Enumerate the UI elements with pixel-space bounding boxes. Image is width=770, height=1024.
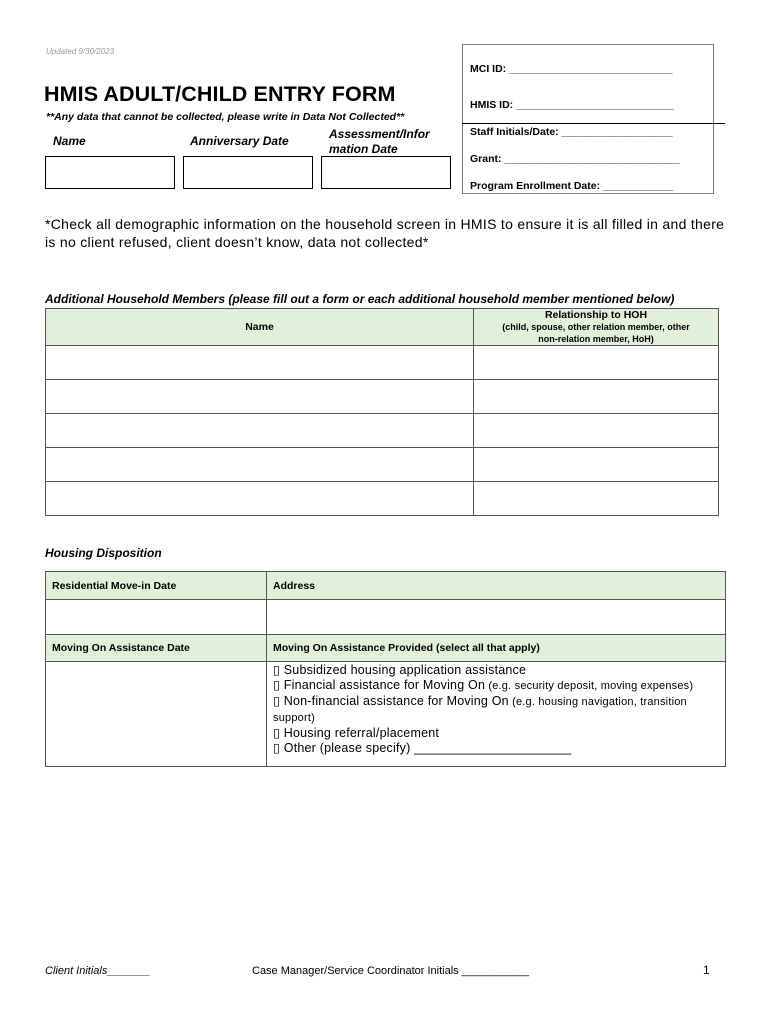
relationship-title: Relationship to HOH <box>544 309 648 321</box>
member-name-cell[interactable] <box>46 448 474 482</box>
updated-date: Updated 9/30/2023 <box>46 47 115 56</box>
divider-line <box>462 123 725 124</box>
member-relationship-cell[interactable] <box>474 482 719 516</box>
member-relationship-cell[interactable] <box>474 380 719 414</box>
moving-on-options <box>267 662 726 767</box>
option-subsidized-housing[interactable]: ▯ Subsidized housing application assistance <box>273 663 527 677</box>
mci-id-field[interactable]: MCI ID: ____________________________ <box>470 63 673 75</box>
assessment-label-line2: mation Date <box>329 142 398 156</box>
household-col-relationship <box>474 309 719 346</box>
household-heading: Additional Household Members (please fill out a form or each additional household member mentioned below) <box>45 292 675 306</box>
table-row <box>46 414 719 448</box>
option-financial-assistance[interactable]: ▯ Financial assistance for Moving On (e.g. security deposit, moving expenses) <box>273 678 694 692</box>
member-relationship-cell[interactable] <box>474 346 719 380</box>
assessment-date-label <box>329 127 430 157</box>
grant-field[interactable]: Grant: ______________________________ <box>470 153 680 165</box>
household-table <box>45 308 719 516</box>
hmis-id-field[interactable]: HMIS ID: ___________________________ <box>470 99 674 111</box>
name-field[interactable] <box>45 156 175 189</box>
member-name-cell[interactable] <box>46 346 474 380</box>
member-name-cell[interactable] <box>46 482 474 516</box>
checkbox-icon[interactable]: ▯ <box>273 678 281 692</box>
moving-on-provided-header: Moving On Assistance Provided (select all that apply) <box>267 635 726 662</box>
move-in-date-cell[interactable] <box>46 600 267 635</box>
table-row <box>46 380 719 414</box>
check-demographics-note: *Check all demographic information on the household screen in HMIS to ensure it is all filled in and there is no client refused, client doesn’t know, data not collected* <box>45 216 725 250</box>
moving-on-date-cell[interactable] <box>46 662 267 767</box>
table-row <box>46 448 719 482</box>
option-non-financial-assistance[interactable]: ▯ Non-financial assistance for Moving On (e.g. housing navigation, transition support) <box>273 694 687 724</box>
moving-on-date-header: Moving On Assistance Date <box>46 635 267 662</box>
member-name-cell[interactable] <box>46 380 474 414</box>
page-number: 1 <box>703 963 710 977</box>
page-title: HMIS ADULT/CHILD ENTRY FORM <box>44 82 396 106</box>
enrollment-date-field[interactable]: Program Enrollment Date: ____________ <box>470 180 674 192</box>
option-other[interactable]: ▯ Other (please specify) ______________________ <box>273 741 572 755</box>
checkbox-icon[interactable]: ▯ <box>273 694 281 708</box>
staff-initials-field[interactable]: Staff Initials/Date: ___________________ <box>470 126 673 138</box>
case-manager-initials[interactable]: Case Manager/Service Coordinator Initials ___________ <box>252 965 530 977</box>
housing-table <box>45 571 726 767</box>
move-in-date-header: Residential Move-in Date <box>46 572 267 600</box>
anniversary-date-label: Anniversary Date <box>190 134 289 148</box>
table-row <box>46 482 719 516</box>
assessment-date-field[interactable] <box>321 156 451 189</box>
member-relationship-cell[interactable] <box>474 414 719 448</box>
address-header: Address <box>267 572 726 600</box>
assessment-label-line1: Assessment/Infor <box>329 127 430 141</box>
checkbox-icon[interactable]: ▯ <box>273 741 281 755</box>
checkbox-icon[interactable]: ▯ <box>273 663 281 677</box>
anniversary-date-field[interactable] <box>183 156 313 189</box>
table-row <box>46 346 719 380</box>
housing-heading: Housing Disposition <box>45 546 162 560</box>
relationship-examples-1: (child, spouse, other relation member, other <box>502 322 690 332</box>
relationship-examples-2: non-relation member, HoH) <box>538 334 654 344</box>
option-housing-referral[interactable]: ▯ Housing referral/placement <box>273 726 440 740</box>
name-label: Name <box>53 134 86 148</box>
address-cell[interactable] <box>267 600 726 635</box>
data-not-collected-note: **Any data that cannot be collected, please write in Data Not Collected** <box>46 111 405 123</box>
checkbox-icon[interactable]: ▯ <box>273 726 281 740</box>
household-col-name: Name <box>46 309 474 346</box>
client-initials[interactable]: Client Initials_______ <box>45 965 151 977</box>
member-relationship-cell[interactable] <box>474 448 719 482</box>
member-name-cell[interactable] <box>46 414 474 448</box>
